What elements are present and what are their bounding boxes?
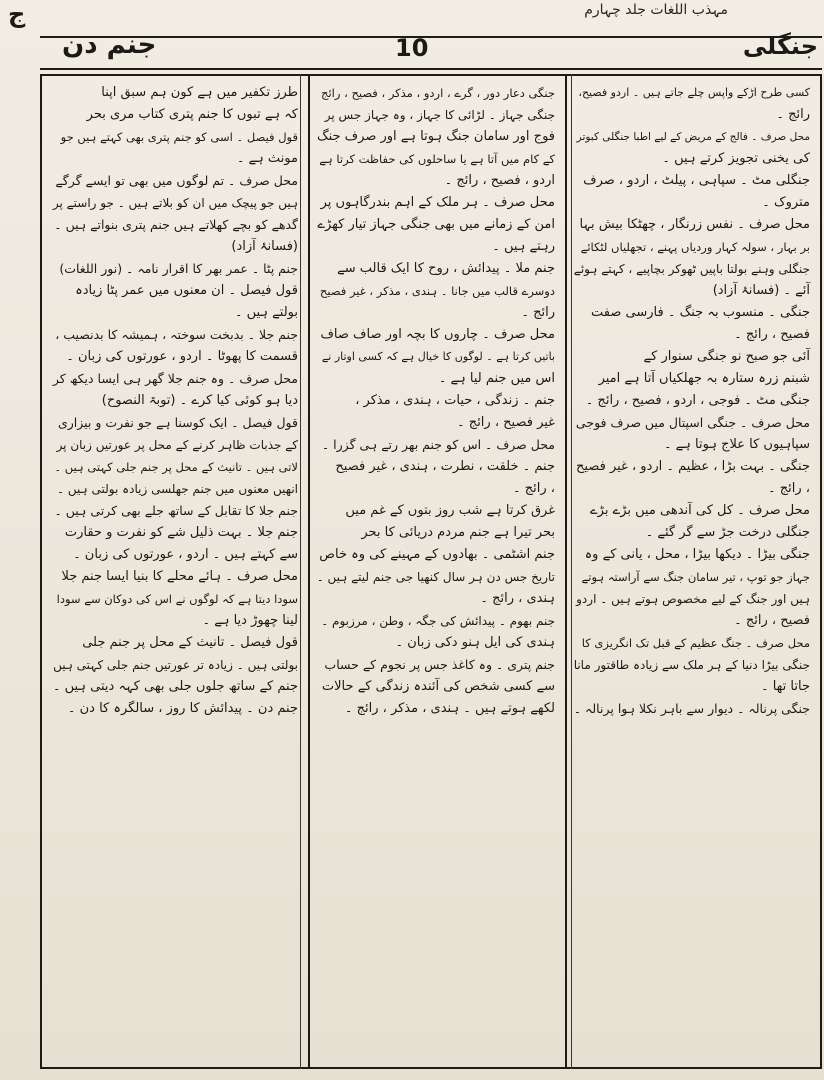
text-line: جنم دن ۔ پیدائش کا روز ، سالگرہ کا دن ۔ [67,701,298,716]
text-line: محل صرف ۔ نفس زرنگار ، چھٹکا بیش بہا [579,217,810,232]
header-left-word: جنم دن [62,30,157,60]
text-line: لکھے ہوتے ہیں ۔ ہندی ، مذکر ، رائج ۔ [344,701,555,716]
text-line: قول فیصل ۔ تانیث کے محل پر جنم جلی [82,635,298,650]
text-line: انھیں معنوں میں جنم جھلسی زیادہ بولتی ہیں ۔ [57,482,298,496]
text-line: جنگی پرنالہ ۔ دیوار سے باہر نکلا ہوا پرنالہ ۔ [573,701,810,716]
text-line: طرز تکفیر میں ہے کون ہم سبق اپنا [101,85,298,100]
text-line: سے کسی شخص کی آئندہ زندگی کے حالات [321,679,555,694]
text-line: جنگی ۔ بہت بڑا ، عظیم ۔ اردو ، غیر فصیح [576,459,810,474]
text-line: سپاہیوں کا علاج ہوتا ہے ۔ [663,437,810,452]
text-line: کے جذبات ظاہر کرنے کے محل پر عورتیں زبان پر [56,438,298,452]
text-line: محل صرف ۔ تم لوگوں میں بھی تو ایسے گرگے [55,173,298,188]
text-line: جنم پٹا ۔ عمر بھر کا اقرار نامہ ۔ (نور اللغات) [59,261,298,276]
text-line: جنگی ۔ منسوب بہ جنگ ۔ فارسی صفت [591,305,810,320]
text-line: جنم جلا ۔ بہت ذلیل شے کو نفرت و حقارت [64,525,298,540]
text-line: دوسرے قالب میں جانا ۔ ہندی ، مذکر ، غیر فصیح [319,284,555,298]
text-line: محل صرف ۔ ہائے محلے کا بنیا ایسا جنم جلا [61,569,298,584]
text-line: فصیح ، رائج ۔ [734,613,810,628]
text-line: جنم پتری ۔ وہ کاغذ جس پر نجوم کے حساب [324,657,555,672]
text-line: ، رائج ۔ [513,481,555,496]
text-line: جنم بھوم ۔ پیدائش کی جگہ ، وطن ، مرزبوم ۔ [321,614,555,628]
text-line: رہتے ہیں ۔ [492,239,555,254]
header-right-word: جنگلی [742,32,818,60]
text-line: غیر فصیح ، رائج ۔ [457,415,555,430]
text-line: سے کہتے ہیں ۔ اردو ، عورتوں کی زبان ۔ [73,547,298,562]
text-line: محل صرف ۔ کل کی آندھی میں بڑے بڑے [590,503,810,518]
text-line: رائج ۔ [521,305,555,320]
text-line: جنگلی وہنے بولتا باپیں ٹھوکر بچاپیے ، کہتے ہوئے [573,262,810,276]
text-line: جنگی جہاز ۔ لڑائی کا جہاز ، وہ جہاز جس پر [324,108,555,122]
text-line: دیا ہو کوئی کیا کرے ۔ (توبۃ النصوح) [101,393,298,408]
right-column [565,76,820,1066]
text-line: مونث ہے ۔ [236,151,298,166]
text-line: شبنم زرہ ستارہ بہ جھلکیاں آتا ہے امیر [598,371,810,386]
text-line: باتیں کرتا ہے ۔ لوگوں کا خیال ہے کہ کسی اوتار نے [321,350,555,363]
text-line: جنم جلا کا تقابل کے ساتھ جلے بھی کرتی ہیں ۔ [54,503,298,518]
text-line: اردو ، فصیح ، رائج ۔ [444,173,555,188]
text-line: تاریخ جس دن ہر سال کنھیا جی جنم لیتے ہیں ۔ [316,570,555,584]
text-line: کسی طرح اڑکے واپس چلے جاتے ہیں ۔ اردو فصیح، [578,86,810,99]
text-line: اس میں جنم لیا ہے ۔ [438,371,555,386]
text-line: ہیں جو پیچک میں ان کو بلاتے ہیں ۔ جو راستے پر [52,196,298,210]
text-line: فوج اور سامان جنگ ہوتا ہے اور صرف جنگ [316,129,555,144]
text-line: قسمت کا پھوٹا ۔ اردو ، عورتوں کی زبان ۔ [66,349,298,364]
text-line: (فسانۂ آزاد) [231,239,298,254]
text-line: جہاز جو توپ ، تیر سامان جنگ سے آراستہ ہوتے [581,570,810,584]
text-line: محل صرف ۔ اس کو جنم بھر رتے ہی گزرا ۔ [321,437,555,452]
text-line: محل صرف ۔ چاروں کا بچہ اور صاف صاف [320,327,555,342]
text-line: کہ ہے تبوں کا جنم پتری کتاب مری بحر [86,107,298,122]
text-line: قول فیصل ۔ ان معنوں میں عمر پٹا زیادہ [75,283,298,298]
text-line: محل صرف ۔ جنگ عظیم کے قبل تک انگریزی کا [581,636,810,650]
text-line: بحر تیرا ہے جنم مردم دریائی کا بحر [361,525,555,540]
text-line: امن کے زمانے میں بھی جنگی جہاز تیار کھڑے [317,217,555,232]
header-rule [40,36,822,70]
text-line: جنگلی درخت جڑ سے گر گئے ۔ [645,525,810,540]
text-line: جنم جلا ۔ بدبخت سوختہ ، ہمیشہ کا بدنصیب ، [55,327,298,342]
text-line: جاتا تھا ۔ [760,679,810,694]
running-title: مہذب اللغات جلد چہارم [584,2,728,18]
text-line: ، رائج ۔ [768,481,810,496]
left-column [44,76,308,1066]
text-line: لینا چھوڑ دیا ہے ۔ [202,613,298,628]
text-line: فصیح ، رائج ۔ [734,327,810,342]
text-line: جنم ۔ خلقت ، نطرت ، ہندی ، غیر فصیح [335,459,555,474]
text-line: محل صرف ۔ وہ جنم جلا گھر ہی ایسا دیکھ کر [52,371,298,386]
text-line: بر بہار ، سولہ کہار وردیاں پہنے ، تجھلیاں لٹکائے [580,240,810,254]
text-line: جنگی بیڑا ۔ دیکھا بیڑا ، محل ، یانی کے وہ [584,547,810,562]
text-line: جنگی بیڑا دنیا کے ہر ملک سے زیادہ طاقتور مانا [573,658,810,672]
text-line: غرق کرتا ہے شب روز بتوں کے غم میں [345,503,555,518]
text-line: جنم کے ساتھ جلوں جلی بھی کہہ دیتی ہیں ۔ [52,679,298,694]
corner-mark: ج [8,0,26,28]
text-line: لاتی ہیں ۔ تانیث کے محل پر جنم جلی کہتی ہیں ۔ [54,460,298,474]
text-line: ہندی کی ایل ہنو دکی زبان ۔ [395,635,555,650]
text-line: محل صرف ۔ جنگی اسپتال میں صرف فوجی [575,415,810,430]
text-line: جنگی دعار دور ، گرے ، اردو ، مذکر ، فصیح ، رائج [321,86,555,100]
text-line: جنگلی مٹ ۔ سپاہی ، پیلٹ ، اردو ، صرف [583,173,810,188]
text-line: جنم اشٹمی ۔ بھادوں کے مہینے کی وہ خاص [319,547,555,562]
text-line: جنگی مٹ ۔ فوجی ، اردو ، فصیح ، رائج ۔ [585,393,810,408]
text-line: رائج ۔ [776,107,810,122]
page-number: 10 [395,34,429,62]
text-line: ہیں اور جنگ کے لیے مخصوص ہوتے ہیں ۔ اردو [576,592,810,606]
text-line: گدھے کو بچے کھلاتے ہیں جنم پتری بنواتے ہیں ۔ [54,217,298,232]
text-line: کے کام میں آتا ہے یا ساحلوں کی حفاظت کرتا ہے [319,152,555,166]
text-line: بولتے ہیں ۔ [234,305,298,320]
text-line: قول فیصل ۔ ایک کوسنا ہے جو نفرت و بیزاری [57,415,298,430]
text-line: جنم ملا ۔ پیدائش ، روح کا ایک قالب سے [337,261,555,276]
text-line: متروک ۔ [762,195,810,210]
text-line: کی یخنی تجویز کرتے ہیں ۔ [662,151,810,166]
text-line: محل صرف ۔ ہر ملک کے اہم بندرگاہوں پر [320,195,555,210]
text-line: سودا دیتا ہے کہ لوگوں نے اس کی دوکان سے سودا [56,592,298,606]
text-line: ہندی ، رائج ۔ [480,591,555,606]
text-line: محل صرف ۔ فالج کے مریض کے لیے اطبا جنگلی کبوتر [576,131,810,143]
text-line: بولتی ہیں ۔ زیادہ تر عورتیں جنم جلی کہتی ہیں [53,658,298,672]
middle-column [308,76,565,1066]
text-line: آئی جو صبح نو جنگی سنوار کے [643,349,810,364]
text-line: جنم ۔ زندگی ، حیات ، ہندی ، مذکر ، [355,393,555,408]
text-line: قول فیصل ۔ اسی کو جنم پتری بھی کہتے ہیں جو [60,130,298,144]
text-line: آئے ۔ (فسانۂ آزاد) [712,283,810,298]
